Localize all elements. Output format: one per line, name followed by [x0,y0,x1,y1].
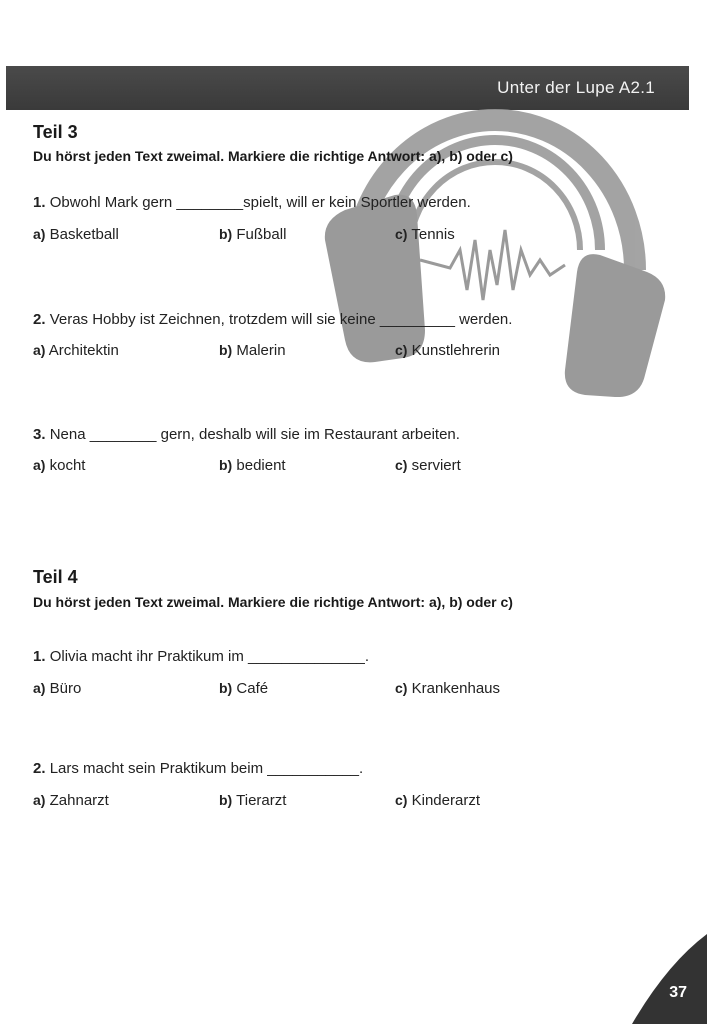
teil3-question-2: 2. Veras Hobby ist Zeichnen, trotzdem will sie keine _________ werden. [33,311,513,328]
teil4-question-1: 1. Olivia macht ihr Praktikum im ______________. [33,648,370,665]
teil4-q1-option-a[interactable]: a) Büro [33,680,82,697]
teil4-question-2: 2. Lars macht sein Praktikum beim ___________. [33,760,364,777]
teil3-q2-option-b[interactable]: b) Malerin [219,342,286,359]
teil3-q1-option-a[interactable]: a) Basketball [33,226,119,243]
teil4-q2-option-c[interactable]: c) Kinderarzt [395,792,480,809]
teil3-q2-option-a[interactable]: a) Architektin [33,342,119,359]
teil3-q1-option-b[interactable]: b) Fußball [219,226,287,243]
teil4-instruction: Du hörst jeden Text zweimal. Markiere die richtige Antwort: a), b) oder c) [33,594,513,610]
teil3-instruction: Du hörst jeden Text zweimal. Markiere die richtige Antwort: a), b) oder c) [33,148,513,164]
page-corner [627,934,707,1024]
teil3-title: Teil 3 [33,122,78,142]
teil3-q1-option-c[interactable]: c) Tennis [395,226,455,243]
teil4-title: Teil 4 [33,567,78,587]
teil3-q3-option-a[interactable]: a) kocht [33,457,86,474]
teil4-q2-option-a[interactable]: a) Zahnarzt [33,792,109,809]
teil3-question-1: 1. Obwohl Mark gern ________spielt, will er kein Sportler werden. [33,194,471,211]
teil3-q3-option-c[interactable]: c) serviert [395,457,461,474]
book-title: Unter der Lupe A2.1 [497,78,655,97]
teil4-q1-option-b[interactable]: b) Café [219,680,269,697]
page-number: 37 [669,984,687,1001]
teil3-question-3: 3. Nena ________ gern, deshalb will sie im Restaurant arbeiten. [33,426,460,443]
teil4-q2-option-b[interactable]: b) Tierarzt [219,792,287,809]
teil3-q2-option-c[interactable]: c) Kunstlehrerin [395,342,501,359]
teil3-q3-option-b[interactable]: b) bedient [219,457,286,474]
teil4-q1-option-c[interactable]: c) Krankenhaus [395,680,501,697]
